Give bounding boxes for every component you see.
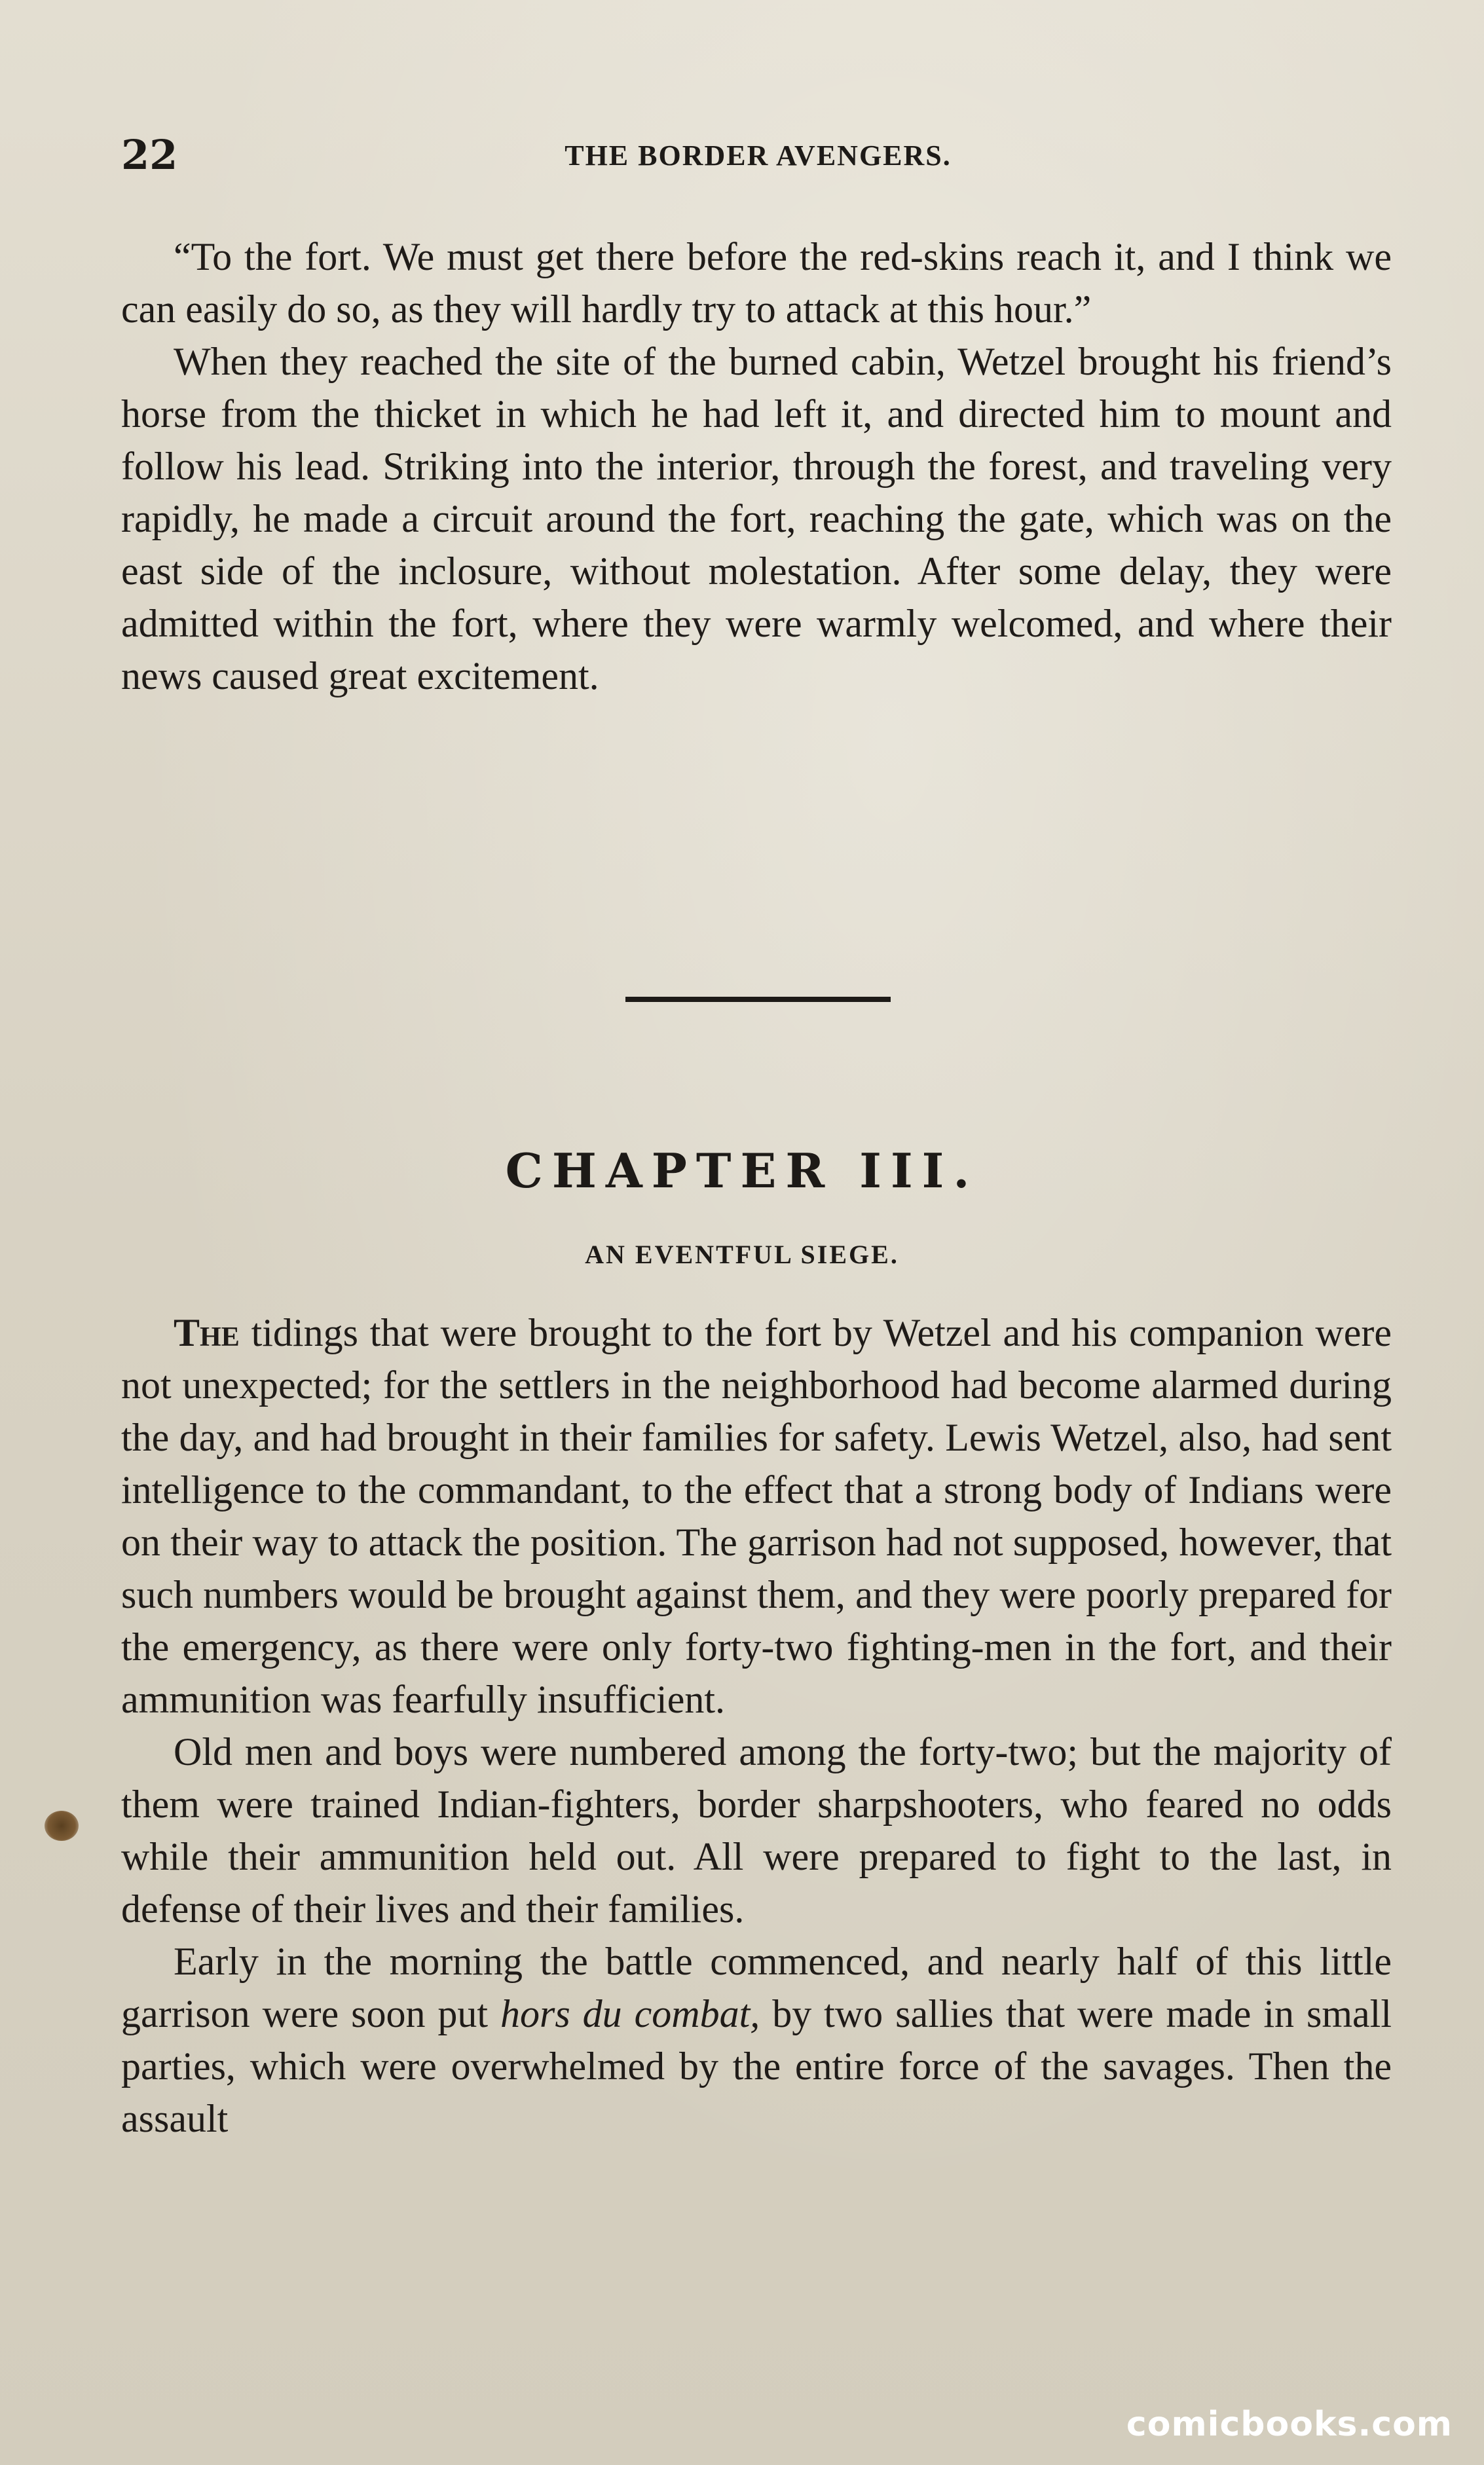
page-number: 22 xyxy=(121,131,178,179)
lead-word: The xyxy=(174,1311,240,1354)
paragraph-5-end: by two sallies that were made in small parties, which were overwhelmed by the entire force of the savages. Then the assault xyxy=(121,1992,1392,2140)
section-divider-rule xyxy=(625,997,891,1002)
paragraph-2: When they reached the site of the burned cabin, Wetzel brought his friend’s horse from the thicket in which he had left it, and directed him to mount and follow his lead. Striking into the interior, through the forest, and traveling very rapidly, he made a circuit around the fort, reaching the gate, which was on the east side of the inclosure, without molestation. After some delay, they were admitted within the fort, where they were warmly welcomed, and where their news caused great excitement. xyxy=(121,340,1392,697)
watermark: comicbooks.com xyxy=(1126,2405,1453,2444)
paragraph-1: “To the fort. We must get there before the red-skins reach it, and I think we can easily do so, as they will hardly try to attack at this hour.” xyxy=(121,235,1392,331)
italic-phrase: hors du combat, xyxy=(500,1992,760,2035)
paragraph-5 xyxy=(121,1935,1392,2145)
chapter-title: CHAPTER III. xyxy=(505,1143,979,1198)
page-header xyxy=(121,131,1395,177)
section-2-text xyxy=(121,1307,1392,2145)
paragraph-5-start: Early in the morning the battle commenced, and nearly half of this little garrison were soon put xyxy=(121,1940,1392,2035)
section-1-text xyxy=(121,231,1392,702)
paragraph-3 xyxy=(121,1307,1392,1726)
paragraph-3-body: tidings that were brought to the fort by Wetzel and his companion were not unexpected; for the settlers in the neighborhood had become alarmed during the day, and had brought in their families for safety. Lewis Wetzel, also, had sent intelligence to the commandant, to the effect that a strong body of Indians were on their way to attack the position. The garrison had not supposed, however, that such numbers would be brought against them, and they were poorly prepared for the emergency, as there were only forty-two fighting-men in the fort, and their ammunition was fearfully insufficient. xyxy=(121,1311,1392,1721)
chapter-subtitle: AN EVENTFUL SIEGE. xyxy=(585,1240,899,1269)
ink-stain xyxy=(45,1811,79,1841)
paragraph-4: Old men and boys were numbered among the forty-two; but the majority of them were trained Indian-fighters, border sharpshooters, who feared no odds while their ammunition held out. All were prepared to fight to the last, in defense of their lives and their families. xyxy=(121,1730,1392,1931)
running-head: THE BORDER AVENGERS. xyxy=(565,139,952,172)
